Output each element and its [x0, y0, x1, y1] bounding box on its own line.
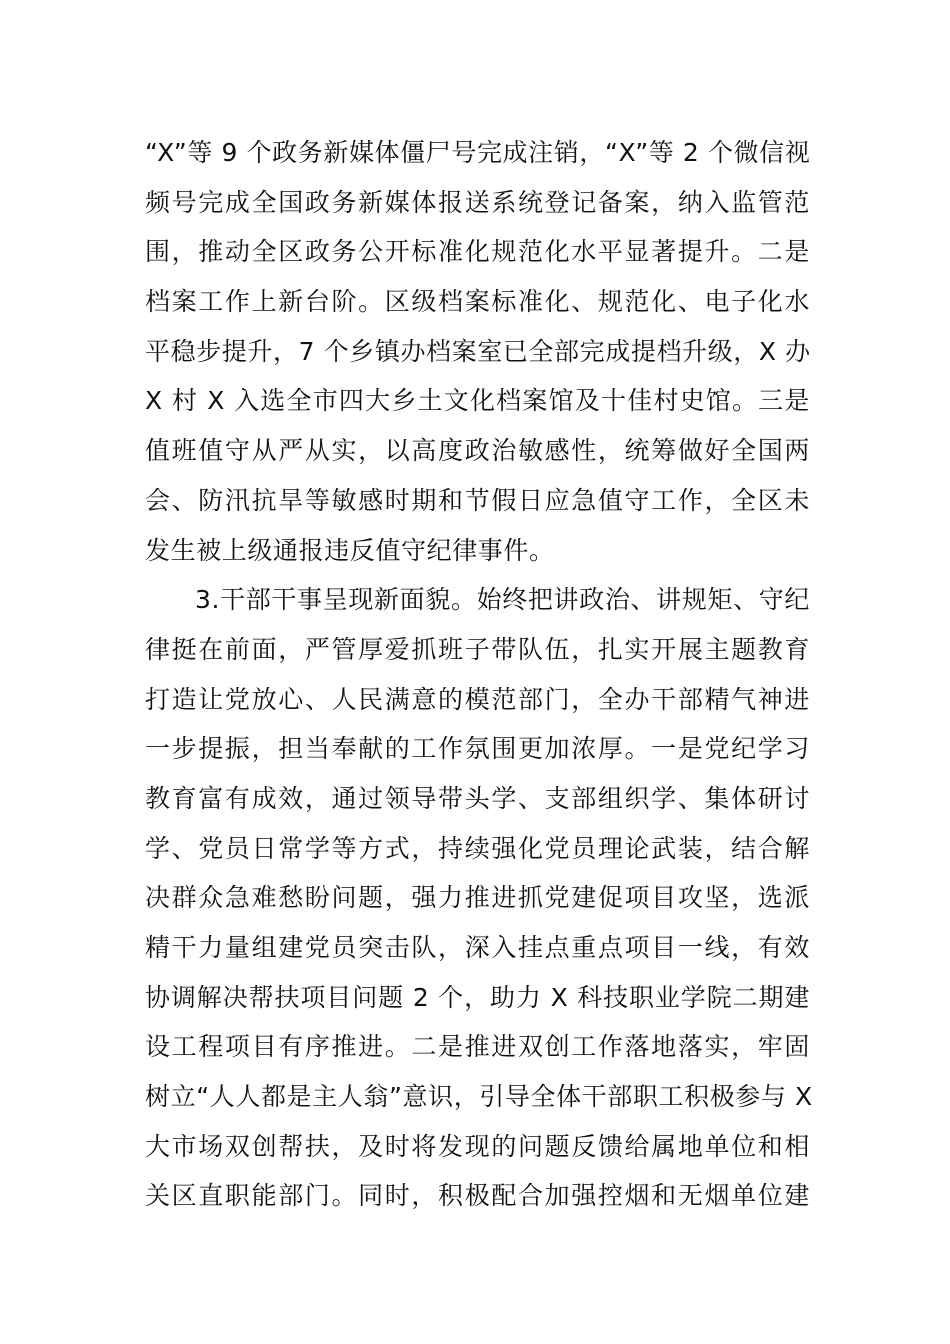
text-line: 关区直职能部门。同时，积极配合加强控烟和无烟单位建 — [145, 1181, 810, 1211]
text-line: 树立“人人都是主人翁”意识，引导全体干部职工积极参与 X — [145, 1082, 813, 1112]
text-line: 律挺在前面，严管厚爱抓班子带队伍，扎实开展主题教育 — [145, 634, 810, 664]
text-line: 档案工作上新台阶。区级档案标准化、规范化、电子化水 — [145, 287, 810, 317]
text-line: 教育富有成效，通过领导带头学、支部组织学、集体研讨 — [145, 783, 810, 813]
text-line: 值班值守从严从实，以高度政治敏感性，统筹做好全国两 — [145, 436, 810, 466]
text-line: 协调解决帮扶项目问题 2 个，助力 X 科技职业学院二期建 — [145, 982, 810, 1012]
text-line: “X”等 9 个政务新媒体僵尸号完成注销，“X”等 2 个微信视 — [145, 138, 811, 167]
text-line: 一步提振，担当奉献的工作氛围更加浓厚。一是党纪学习 — [145, 734, 810, 764]
text-line: 精干力量组建党员突击队，深入挂点重点项目一线，有效 — [145, 933, 810, 962]
text-line: 打造让党放心、人民满意的模范部门，全办干部精气神进 — [145, 684, 810, 714]
text-line: 大市场双创帮扶，及时将发现的问题反馈给属地单位和相 — [145, 1131, 810, 1161]
section-heading-line: 3.干部干事呈现新面貌。始终把讲政治、讲规矩、守纪 — [195, 585, 810, 615]
text-line: X 村 X 入选全市四大乡土文化档案馆及十佳村史馆。三是 — [145, 386, 810, 416]
text-line: 平稳步提升，7 个乡镇办档案室已全部完成提档升级，X 办 — [145, 336, 811, 366]
text-line: 频号完成全国政务新媒体报送系统登记备案，纳入监管范 — [145, 187, 810, 217]
text-line: 会、防汛抗旱等敏感时期和节假日应急值守工作，全区未 — [145, 485, 810, 515]
text-line: 决群众急难愁盼问题，强力推进抓党建促项目攻坚，选派 — [145, 883, 810, 913]
text-line: 围，推动全区政务公开标准化规范化水平显著提升。二是 — [145, 237, 810, 267]
paragraph-end-line: 发生被上级通报违反值守纪律事件。 — [145, 535, 555, 565]
body-text — [145, 128, 813, 1221]
text-line: 学、党员日常学等方式，持续强化党员理论武装，结合解 — [145, 833, 810, 863]
text-line: 设工程项目有序推进。二是推进双创工作落地落实，牢固 — [145, 1032, 810, 1062]
